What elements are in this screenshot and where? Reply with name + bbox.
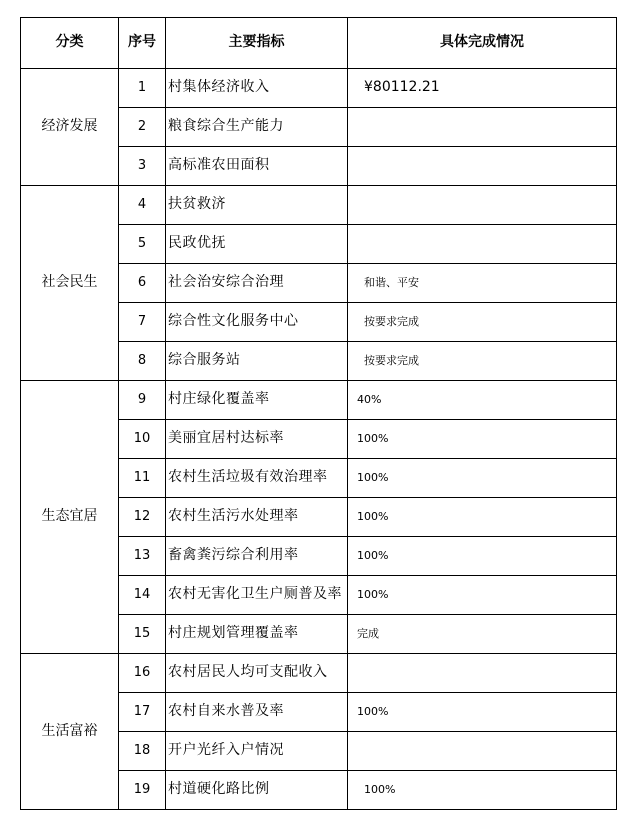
row-number: 9 <box>119 381 166 420</box>
indicator-name: 高标准农田面积 <box>166 147 348 186</box>
indicator-name: 村庄规划管理覆盖率 <box>166 615 348 654</box>
indicator-name: 社会治安综合治理 <box>166 264 348 303</box>
completion-value: 100% <box>348 420 617 459</box>
indicator-name: 村道硬化路比例 <box>166 771 348 810</box>
indicator-table <box>20 17 617 810</box>
completion-value <box>348 186 617 225</box>
indicator-name: 民政优抚 <box>166 225 348 264</box>
completion-value <box>348 108 617 147</box>
completion-value: ¥80112.21 <box>348 69 617 108</box>
completion-value <box>348 654 617 693</box>
indicator-name: 美丽宜居村达标率 <box>166 420 348 459</box>
indicator-name: 综合服务站 <box>166 342 348 381</box>
table-row <box>21 654 617 693</box>
indicator-name: 扶贫救济 <box>166 186 348 225</box>
completion-value: 100% <box>348 459 617 498</box>
category-cell-ecology: 生态宜居 <box>21 381 119 654</box>
completion-value: 完成 <box>348 615 617 654</box>
completion-value: 100% <box>348 771 617 810</box>
row-number: 2 <box>119 108 166 147</box>
indicator-name: 农村居民人均可支配收入 <box>166 654 348 693</box>
completion-value: 按要求完成 <box>348 342 617 381</box>
completion-value: 100% <box>348 537 617 576</box>
completion-value: 按要求完成 <box>348 303 617 342</box>
category-cell-living: 生活富裕 <box>21 654 119 810</box>
completion-value <box>348 732 617 771</box>
row-number: 11 <box>119 459 166 498</box>
category-cell-society: 社会民生 <box>21 186 119 381</box>
category-cell-economy: 经济发展 <box>21 69 119 186</box>
indicator-name: 农村生活垃圾有效治理率 <box>166 459 348 498</box>
indicator-name: 农村自来水普及率 <box>166 693 348 732</box>
indicator-name: 村庄绿化覆盖率 <box>166 381 348 420</box>
row-number: 13 <box>119 537 166 576</box>
row-number: 17 <box>119 693 166 732</box>
table-row <box>21 69 617 108</box>
header-category: 分类 <box>21 18 119 69</box>
completion-value: 和谐、平安 <box>348 264 617 303</box>
row-number: 12 <box>119 498 166 537</box>
row-number: 3 <box>119 147 166 186</box>
row-number: 1 <box>119 69 166 108</box>
row-number: 16 <box>119 654 166 693</box>
row-number: 14 <box>119 576 166 615</box>
row-number: 7 <box>119 303 166 342</box>
table-row <box>21 186 617 225</box>
row-number: 18 <box>119 732 166 771</box>
row-number: 15 <box>119 615 166 654</box>
indicator-name: 农村生活污水处理率 <box>166 498 348 537</box>
row-number: 8 <box>119 342 166 381</box>
row-number: 10 <box>119 420 166 459</box>
row-number: 4 <box>119 186 166 225</box>
row-number: 6 <box>119 264 166 303</box>
indicator-name: 综合性文化服务中心 <box>166 303 348 342</box>
completion-value: 100% <box>348 498 617 537</box>
row-number: 5 <box>119 225 166 264</box>
completion-value: 100% <box>348 693 617 732</box>
indicator-name: 开户光纤入户情况 <box>166 732 348 771</box>
completion-value: 100% <box>348 576 617 615</box>
completion-value <box>348 147 617 186</box>
indicator-name: 村集体经济收入 <box>166 69 348 108</box>
row-number: 19 <box>119 771 166 810</box>
indicator-name: 粮食综合生产能力 <box>166 108 348 147</box>
indicator-name: 畜禽粪污综合利用率 <box>166 537 348 576</box>
header-completion: 具体完成情况 <box>348 18 617 69</box>
completion-value: 40% <box>348 381 617 420</box>
table-row <box>21 381 617 420</box>
completion-value <box>348 225 617 264</box>
header-number: 序号 <box>119 18 166 69</box>
header-indicator: 主要指标 <box>166 18 348 69</box>
header-row <box>21 18 617 69</box>
indicator-name: 农村无害化卫生户厕普及率 <box>166 576 348 615</box>
